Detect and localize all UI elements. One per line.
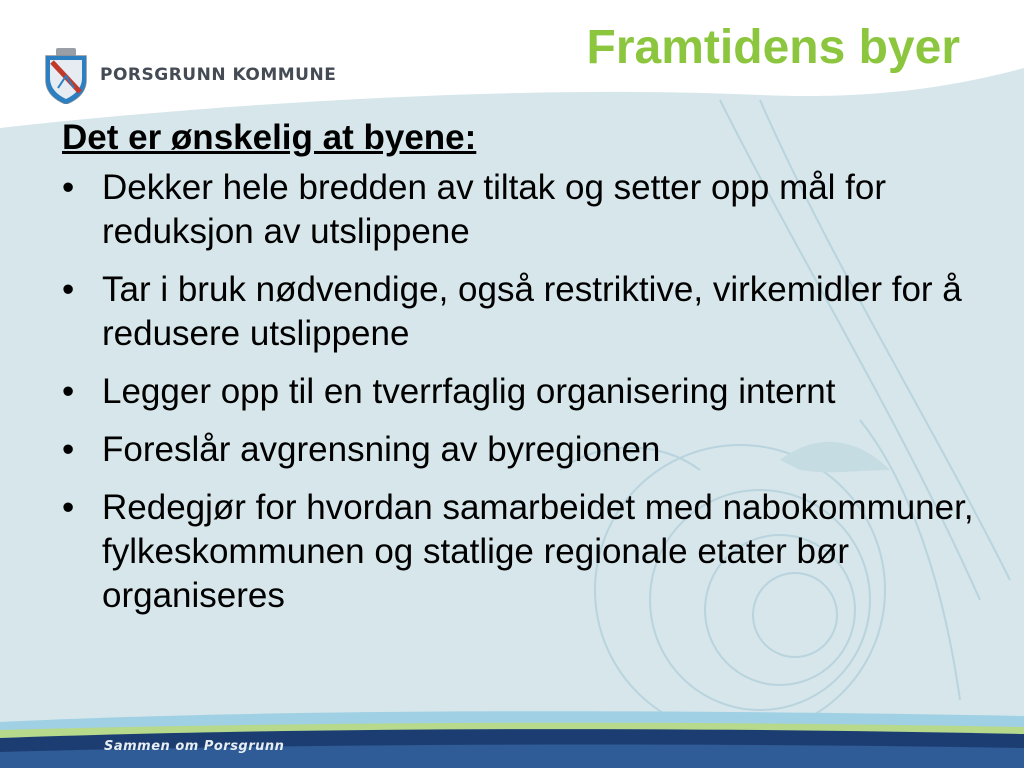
bullet-icon: • xyxy=(62,168,75,207)
bullet-item xyxy=(62,486,1012,618)
bullet-list xyxy=(62,166,1012,618)
bullet-icon: • xyxy=(62,488,75,527)
bullet-text: Legger opp til en tverrfaglig organisering internt xyxy=(102,372,836,411)
bullet-item xyxy=(62,428,1012,472)
bullet-text: Tar i bruk nødvendige, også restriktive, virkemidler for å redusere utslippene xyxy=(102,270,962,353)
bullet-icon: • xyxy=(62,270,75,309)
bullet-item xyxy=(62,268,1012,356)
bullet-text: Dekker hele bredden av tiltak og setter opp mål for reduksjon av utslippene xyxy=(102,168,887,251)
bullet-text: Foreslår avgrensning av byregionen xyxy=(102,430,661,469)
municipality-name: PORSGRUNN KOMMUNE xyxy=(100,65,337,85)
body-heading: Det er ønskelig at byene: xyxy=(62,118,477,157)
footer-tagline: Sammen om Porsgrunn xyxy=(104,739,285,754)
bullet-icon: • xyxy=(62,372,75,411)
coat-of-arms-icon xyxy=(44,46,88,104)
bullet-item xyxy=(62,166,1012,254)
bullet-icon: • xyxy=(62,430,75,469)
bullet-text: Redegjør for hvordan samarbeidet med nabokommuner, fylkeskommunen og statlige regionale etater bør organiseres xyxy=(102,488,974,615)
slide-title: Framtidens byer xyxy=(586,21,960,74)
bullet-item xyxy=(62,370,1012,414)
municipality-logo xyxy=(44,46,336,104)
slide-body xyxy=(62,116,1012,632)
